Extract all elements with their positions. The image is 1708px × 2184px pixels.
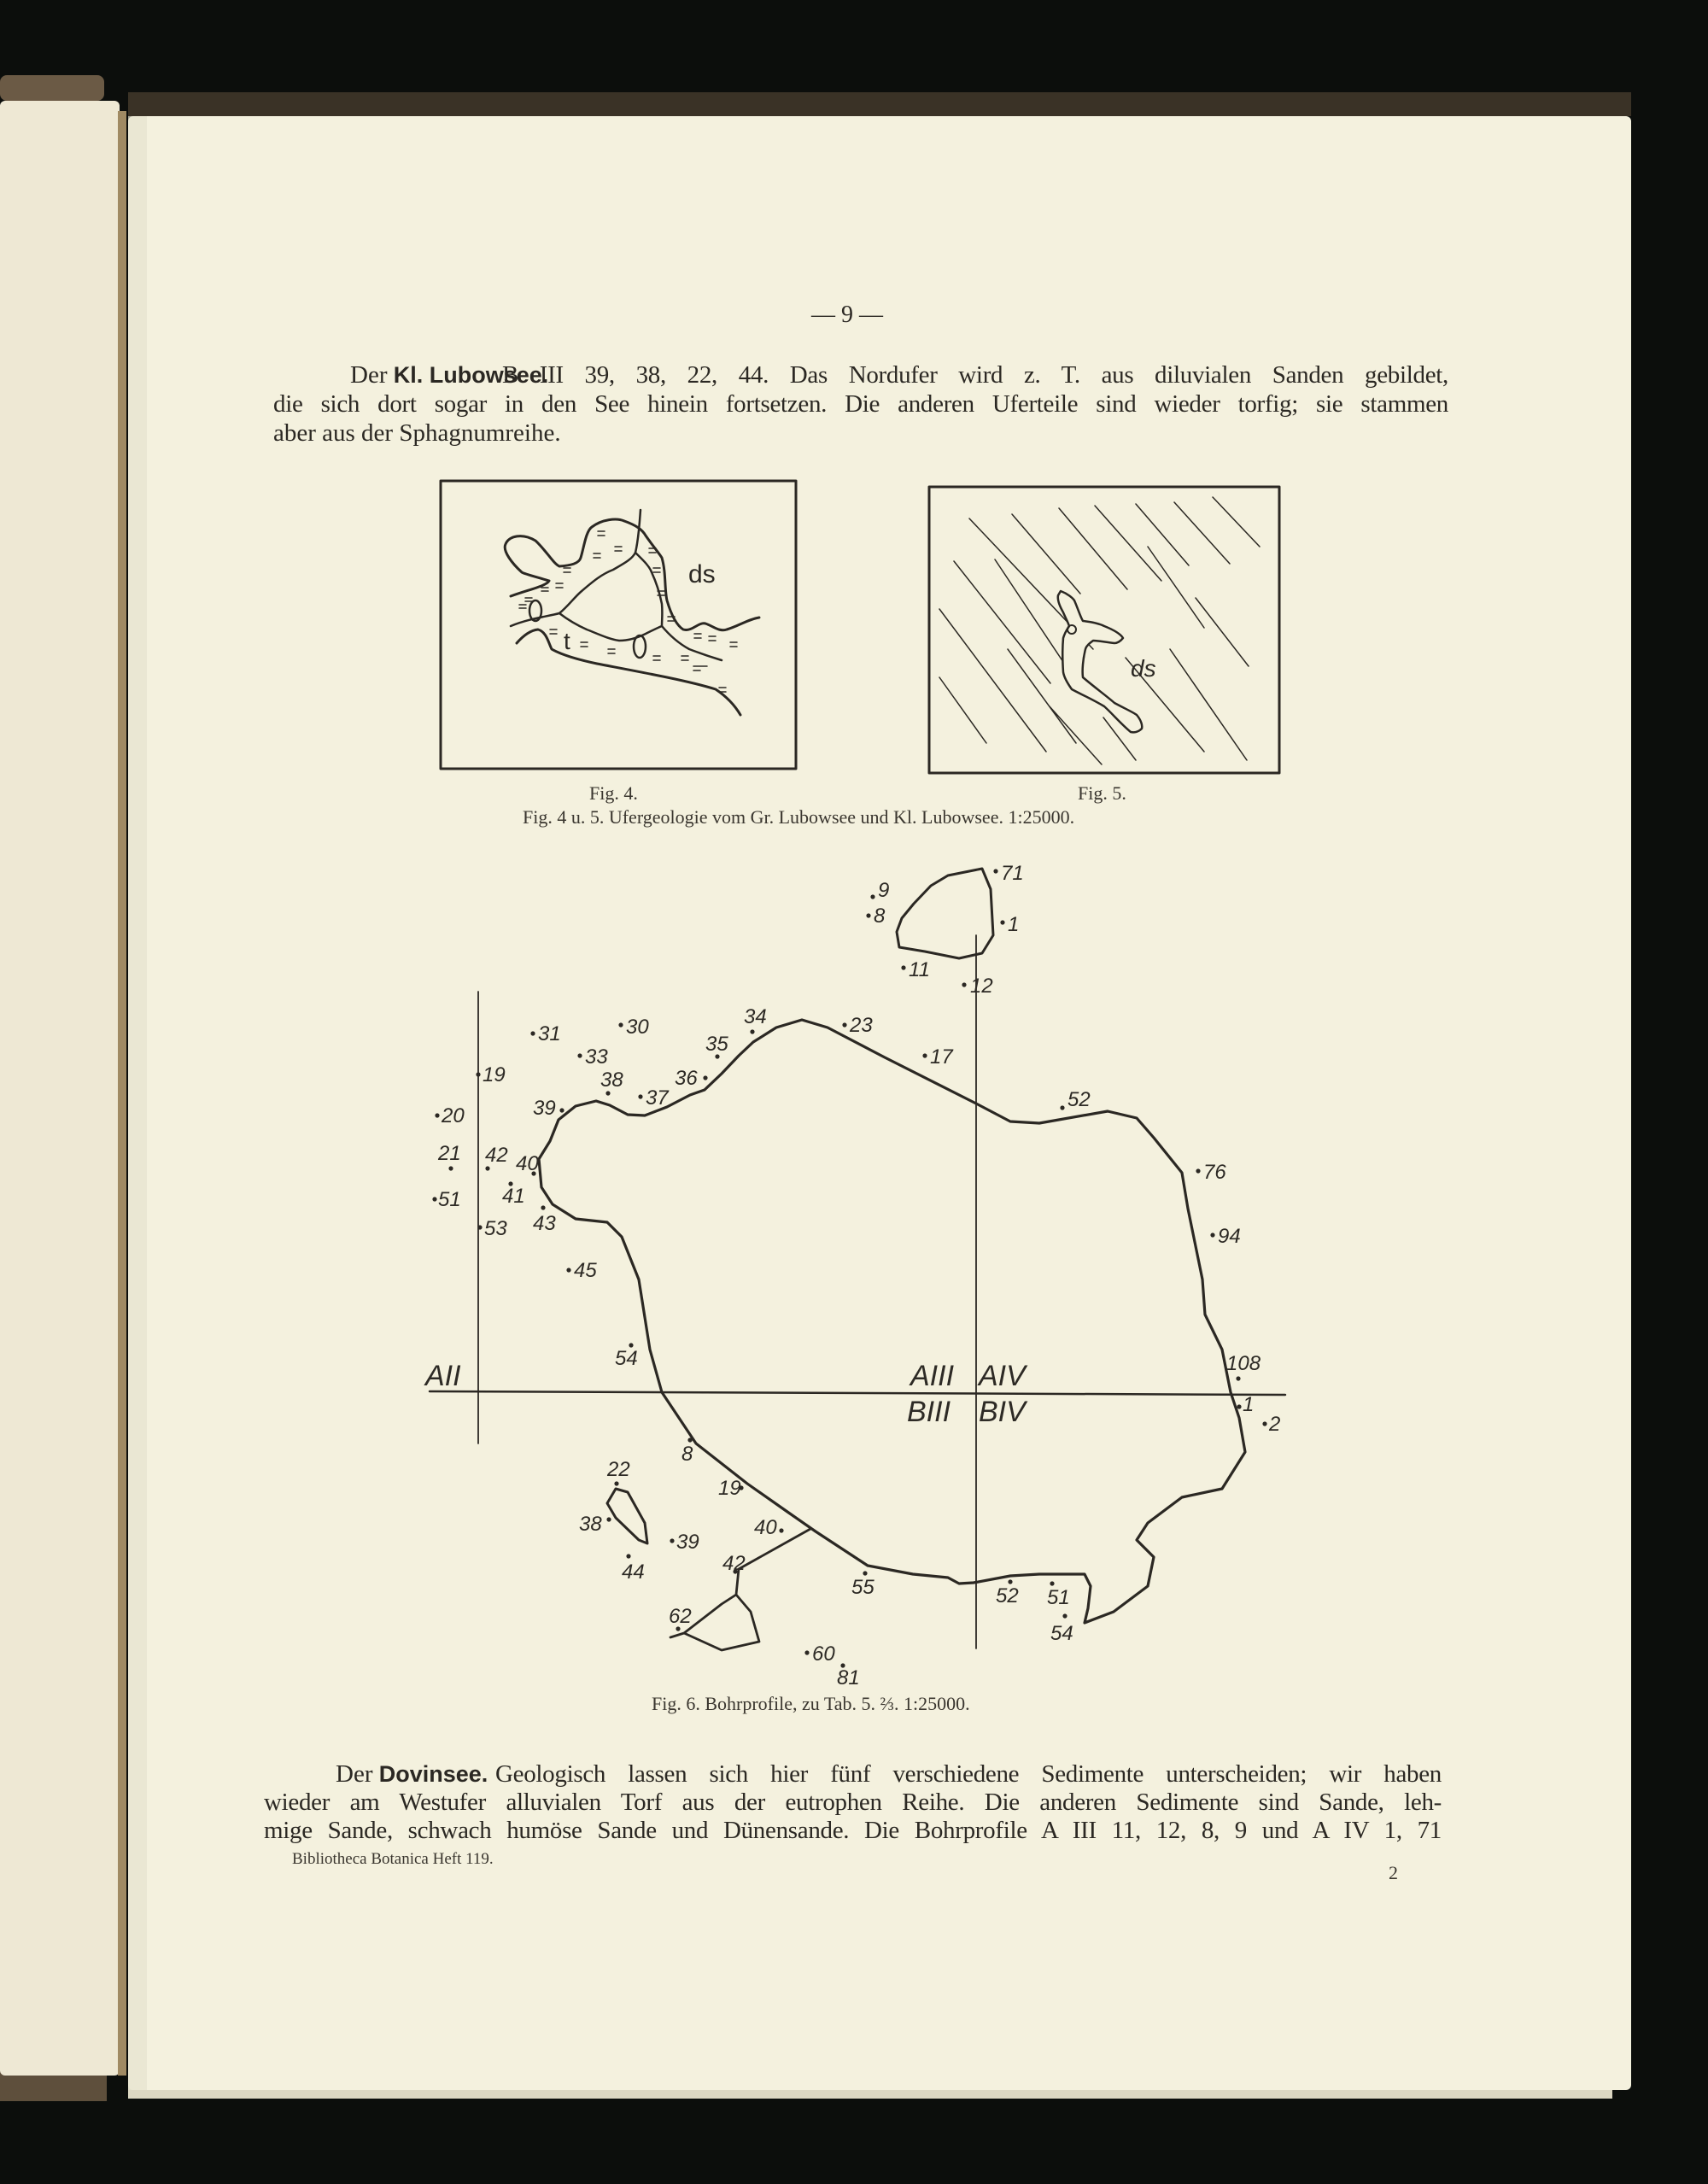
borehole-label: 2 bbox=[1269, 1413, 1281, 1436]
borehole-label: 54 bbox=[615, 1347, 638, 1370]
borehole-point bbox=[626, 1554, 630, 1558]
borehole-point bbox=[605, 1091, 610, 1095]
borehole-point bbox=[638, 1094, 642, 1098]
borehole-label: 1 bbox=[1008, 913, 1020, 936]
borehole-point bbox=[1062, 1613, 1067, 1618]
borehole-label: 31 bbox=[538, 1022, 561, 1045]
borehole-point bbox=[863, 1571, 867, 1575]
borehole-point bbox=[901, 965, 905, 969]
borehole-point bbox=[618, 1022, 623, 1027]
borehole-label: 21 bbox=[438, 1142, 461, 1165]
borehole-point bbox=[606, 1517, 611, 1521]
borehole-point bbox=[614, 1481, 618, 1485]
borehole-point bbox=[477, 1225, 482, 1229]
section-label-a4: AIV bbox=[979, 1360, 1026, 1392]
borehole-point bbox=[870, 894, 874, 899]
borehole-point bbox=[1060, 1105, 1064, 1110]
borehole-point bbox=[476, 1072, 480, 1076]
borehole-label: 41 bbox=[502, 1185, 525, 1208]
borehole-label: 52 bbox=[1068, 1088, 1091, 1111]
borehole-label: 60 bbox=[812, 1642, 835, 1666]
borehole-label: 45 bbox=[574, 1259, 597, 1282]
borehole-label: 54 bbox=[1050, 1622, 1073, 1645]
borehole-label: 34 bbox=[744, 1005, 767, 1028]
lake-name-heading: Dovinsee. bbox=[378, 1761, 488, 1787]
borehole-point bbox=[566, 1268, 570, 1272]
borehole-label: 42 bbox=[722, 1552, 746, 1575]
borehole-label: 94 bbox=[1218, 1225, 1241, 1248]
borehole-point bbox=[1210, 1233, 1214, 1237]
borehole-point bbox=[559, 1108, 564, 1112]
section-label-a3: AIII bbox=[910, 1360, 955, 1392]
borehole-label: 52 bbox=[996, 1584, 1019, 1607]
borehole-label: 12 bbox=[970, 975, 993, 998]
borehole-label: 23 bbox=[850, 1014, 873, 1037]
fig5-caption: Fig. 5. bbox=[1078, 782, 1126, 804]
borehole-label: 22 bbox=[607, 1458, 630, 1481]
borehole-label: 51 bbox=[1047, 1586, 1070, 1609]
paragraph-line: Geologisch lassen sich hier fünf verschiedene Sedimente unterscheiden; wir haben bbox=[495, 1760, 1442, 1788]
borehole-point bbox=[750, 1029, 754, 1033]
borehole-point bbox=[804, 1650, 809, 1654]
borehole-label: 19 bbox=[483, 1063, 506, 1086]
borehole-label: 71 bbox=[1001, 862, 1024, 885]
borehole-label: 33 bbox=[585, 1045, 608, 1069]
signature-mark: 2 bbox=[1389, 1862, 1398, 1883]
borehole-label: 40 bbox=[754, 1516, 777, 1539]
paragraph-lead: Der bbox=[336, 1760, 373, 1788]
borehole-label: 36 bbox=[675, 1067, 698, 1090]
paragraph-lead: Der bbox=[350, 361, 388, 389]
section-label-a2: AII bbox=[425, 1360, 461, 1392]
borehole-point bbox=[670, 1538, 674, 1543]
fig4-t-label: t bbox=[564, 628, 570, 654]
borehole-label: 1 bbox=[1243, 1393, 1255, 1416]
borehole-label: 62 bbox=[669, 1605, 692, 1628]
borehole-label: 19 bbox=[718, 1477, 741, 1500]
borehole-point bbox=[435, 1113, 439, 1117]
borehole-label: 38 bbox=[600, 1069, 623, 1092]
fig4-ds-label: ds bbox=[688, 560, 716, 588]
borehole-label: 42 bbox=[485, 1144, 508, 1167]
borehole-point bbox=[1262, 1421, 1266, 1426]
borehole-label: 55 bbox=[851, 1576, 874, 1599]
borehole-label: 37 bbox=[646, 1086, 669, 1110]
borehole-point bbox=[541, 1205, 545, 1209]
borehole-label: 38 bbox=[579, 1513, 602, 1536]
borehole-point bbox=[432, 1197, 436, 1201]
borehole-label: 20 bbox=[442, 1104, 465, 1127]
borehole-point bbox=[577, 1053, 582, 1057]
borehole-label: 108 bbox=[1226, 1352, 1261, 1375]
fig4-caption: Fig. 4. bbox=[589, 782, 638, 804]
borehole-point bbox=[485, 1166, 489, 1170]
borehole-label: 53 bbox=[484, 1217, 507, 1240]
borehole-point bbox=[448, 1166, 453, 1170]
borehole-label: 39 bbox=[676, 1531, 699, 1554]
borehole-point bbox=[1000, 920, 1004, 924]
borehole-point bbox=[1050, 1581, 1054, 1585]
fig4-5-caption: Fig. 4 u. 5. Ufergeologie vom Gr. Lubowsee und Kl. Lubowsee. 1:25000. bbox=[523, 806, 1075, 828]
lake-name-heading: Kl. Lubowsee. bbox=[393, 362, 549, 388]
left-cover-edge bbox=[0, 75, 104, 101]
borehole-point bbox=[1237, 1404, 1241, 1408]
borehole-label: 39 bbox=[533, 1097, 556, 1120]
borehole-point bbox=[687, 1437, 692, 1442]
paragraph-line: B III 39, 38, 22, 44. Das Nordufer wird z. T. aus diluvialen Sanden gebildet, bbox=[502, 361, 1448, 389]
borehole-label: 11 bbox=[909, 958, 930, 981]
borehole-point bbox=[993, 869, 997, 873]
borehole-point bbox=[1196, 1168, 1200, 1173]
borehole-label: 76 bbox=[1203, 1161, 1226, 1184]
borehole-label: 8 bbox=[681, 1443, 693, 1466]
fig6-caption: Fig. 6. Bohrprofile, zu Tab. 5. ⅔. 1:25000. bbox=[652, 1693, 970, 1714]
paragraph-line: aber aus der Sphagnumreihe. bbox=[273, 419, 561, 447]
borehole-point bbox=[1008, 1579, 1012, 1584]
borehole-point bbox=[1236, 1376, 1240, 1380]
paragraph-line: wieder am Westufer alluvialen Torf aus der eutrophen Reihe. Die anderen Sedimente sind Sande, leh- bbox=[264, 1789, 1442, 1816]
borehole-label: 8 bbox=[874, 905, 886, 928]
borehole-point bbox=[779, 1528, 783, 1532]
left-page bbox=[0, 101, 120, 2076]
fig5-ds-label: ds bbox=[1131, 655, 1156, 682]
borehole-point bbox=[962, 982, 966, 987]
borehole-label: 35 bbox=[705, 1033, 728, 1056]
paragraph-line: die sich dort sogar in den See hinein fortsetzen. Die anderen Uferteile sind wieder torfig; sie stammen bbox=[273, 390, 1448, 418]
borehole-point bbox=[703, 1075, 707, 1080]
borehole-point bbox=[530, 1031, 535, 1035]
section-label-b4: BIV bbox=[979, 1396, 1026, 1428]
borehole-point bbox=[922, 1053, 927, 1057]
borehole-label: 40 bbox=[516, 1152, 539, 1175]
borehole-label: 43 bbox=[533, 1212, 556, 1235]
borehole-label: 17 bbox=[930, 1045, 953, 1069]
borehole-label: 44 bbox=[622, 1560, 645, 1584]
paragraph-line: mige Sande, schwach humöse Sande und Dünensande. Die Bohrprofile A III 11, 12, 8, 9 und A IV 1, 71 bbox=[264, 1817, 1442, 1844]
borehole-label: 9 bbox=[878, 879, 890, 902]
borehole-point bbox=[842, 1022, 846, 1027]
spine-gap bbox=[118, 111, 126, 2076]
cover-top-edge bbox=[128, 92, 1631, 116]
borehole-label: 81 bbox=[837, 1666, 860, 1689]
footer-series: Bibliotheca Botanica Heft 119. bbox=[292, 1850, 494, 1868]
borehole-point bbox=[866, 913, 870, 917]
borehole-label: 30 bbox=[626, 1016, 649, 1039]
page-number: — 9 — bbox=[811, 302, 883, 328]
section-label-b3: BIII bbox=[907, 1396, 951, 1428]
borehole-label: 51 bbox=[438, 1188, 461, 1211]
